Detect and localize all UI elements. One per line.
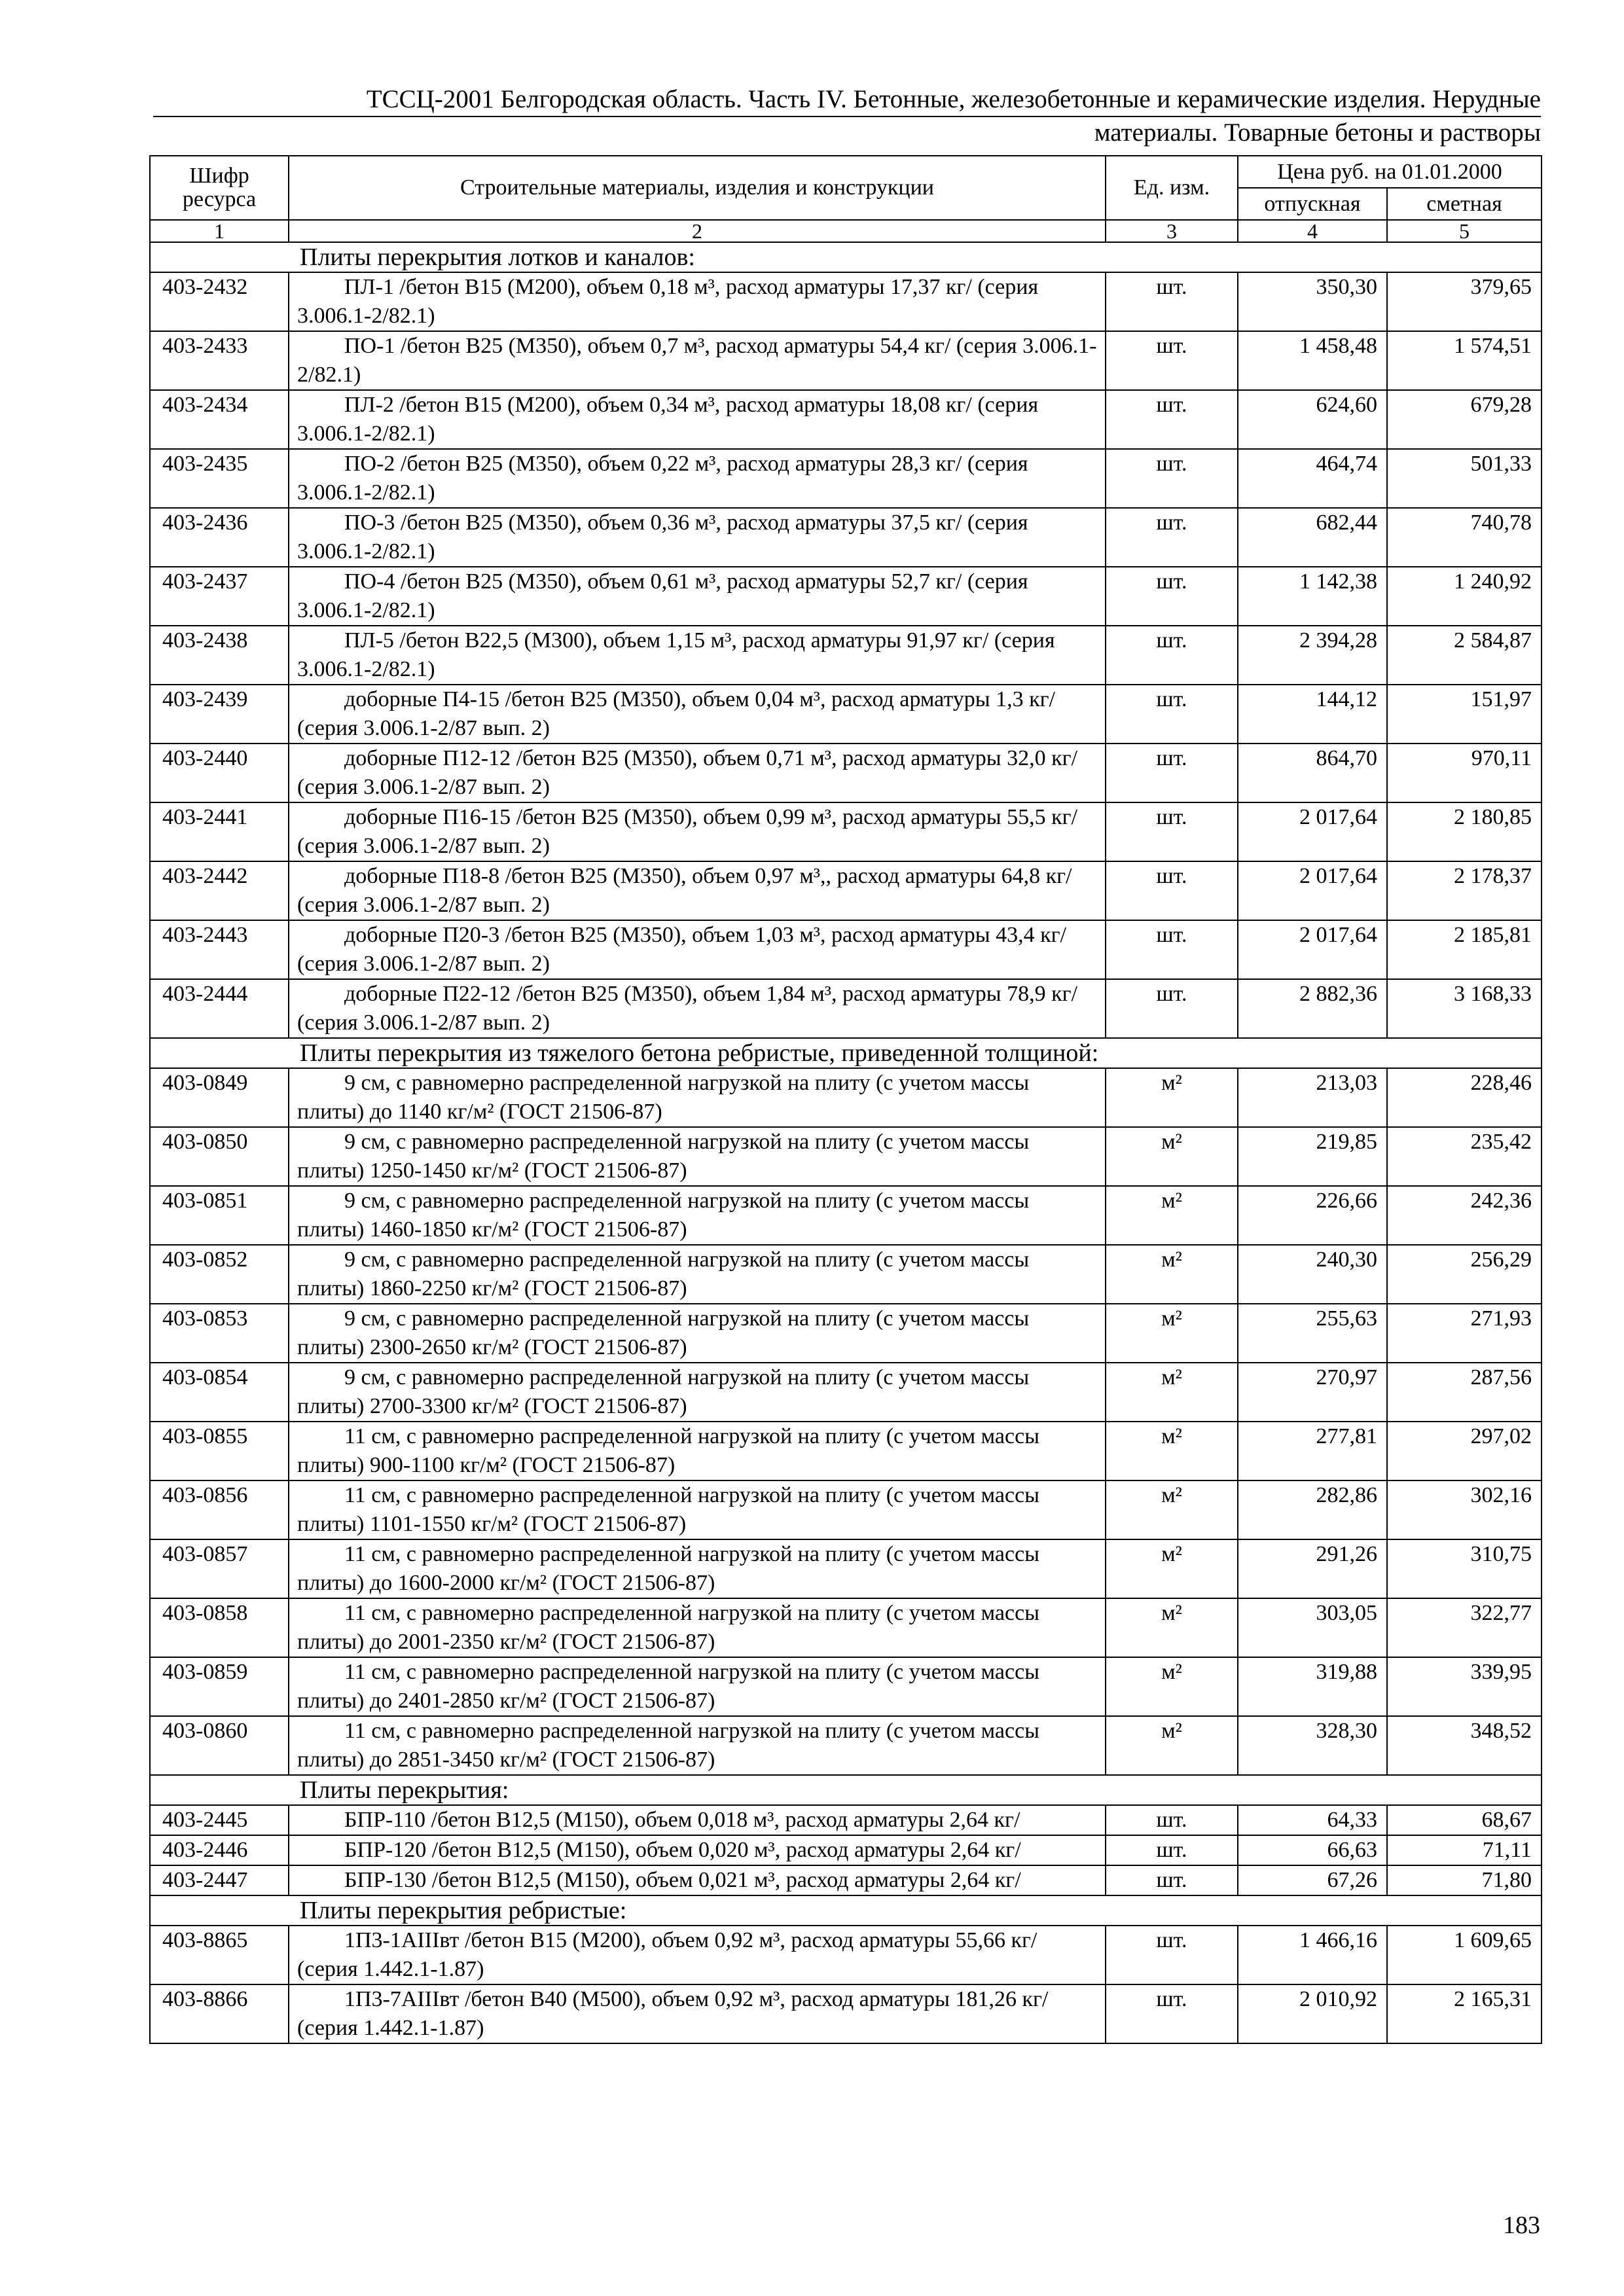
resource-code-cell: 403-0851 [150,1186,289,1245]
estimate-price-cell: 2 584,87 [1387,626,1542,685]
description-cell: БПР-130 /бетон В12,5 (М150), объем 0,021 м³, расход арматуры 2,64 кг/ [289,1865,1106,1895]
resource-code-cell: 403-2438 [150,626,289,685]
release-price-cell: 2 010,92 [1238,1984,1387,2043]
description-cell: ПО-1 /бетон В25 (М350), объем 0,7 м³, расход арматуры 54,4 кг/ (серия 3.006.1-2/82.1) [289,331,1106,390]
table-row [150,567,1542,626]
unit-cell: шт. [1106,331,1238,390]
table-row [150,744,1542,802]
unit-cell: м² [1106,1304,1238,1363]
estimate-price-cell: 1 609,65 [1387,1926,1542,1984]
unit-cell: м² [1106,1480,1238,1539]
release-price-cell: 144,12 [1238,685,1387,744]
table-row [150,1480,1542,1539]
header-title-line2: материалы. Товарные бетоны и растворы [1094,118,1541,147]
resource-code-cell: 403-0850 [150,1127,289,1186]
resource-code-cell: 403-2434 [150,390,289,449]
release-price-cell: 303,05 [1238,1598,1387,1657]
resource-code-cell: 403-8866 [150,1984,289,2043]
unit-cell: м² [1106,1245,1238,1304]
column-number-row [150,220,1542,242]
header-code: Шифр ресурса [150,156,289,220]
section-row [150,1038,1542,1068]
table-row [150,1363,1542,1422]
release-price-cell: 66,63 [1238,1835,1387,1865]
resource-code-cell: 403-2437 [150,567,289,626]
estimate-price-cell: 287,56 [1387,1363,1542,1422]
table-row [150,1304,1542,1363]
table-header-row [150,156,1542,188]
release-price-cell: 319,88 [1238,1657,1387,1716]
table-row [150,685,1542,744]
unit-cell: шт. [1106,1926,1238,1984]
estimate-price-cell: 339,95 [1387,1657,1542,1716]
table-row [150,1422,1542,1480]
release-price-cell: 864,70 [1238,744,1387,802]
estimate-price-cell: 2 185,81 [1387,920,1542,979]
resource-code-cell: 403-2432 [150,272,289,331]
estimate-price-cell: 2 180,85 [1387,802,1542,861]
description-cell: БПР-120 /бетон В12,5 (М150), объем 0,020 м³, расход арматуры 2,64 кг/ [289,1835,1106,1865]
section-row [150,1895,1542,1926]
resource-code-cell: 403-2440 [150,744,289,802]
estimate-price-cell: 68,67 [1387,1805,1542,1835]
description-cell: доборные П18-8 /бетон В25 (М350), объем 0,97 м³,, расход арматуры 64,8 кг/ (серия 3.006.1-2/87 вып. 2) [289,861,1106,920]
estimate-price-cell: 151,97 [1387,685,1542,744]
resource-code-cell: 403-2433 [150,331,289,390]
release-price-cell: 1 458,48 [1238,331,1387,390]
estimate-price-cell: 256,29 [1387,1245,1542,1304]
table-row [150,1657,1542,1716]
header-unit: Ед. изм. [1106,156,1238,220]
column-number: 1 [150,220,289,242]
table-row [150,1068,1542,1127]
unit-cell: м² [1106,1422,1238,1480]
resource-code-cell: 403-2442 [150,861,289,920]
unit-cell: шт. [1106,920,1238,979]
resource-code-cell: 403-0854 [150,1363,289,1422]
release-price-cell: 67,26 [1238,1865,1387,1895]
resource-code-cell: 403-2436 [150,508,289,567]
resource-code-cell: 403-2445 [150,1805,289,1835]
release-price-cell: 350,30 [1238,272,1387,331]
unit-cell: шт. [1106,1984,1238,2043]
description-cell: ПЛ-1 /бетон В15 (М200), объем 0,18 м³, расход арматуры 17,37 кг/ (серия 3.006.1-2/82.1) [289,272,1106,331]
header-title-line1: ТССЦ-2001 Белгородская область. Часть IV. Бетонные, железобетонные и керамические изделия. Нерудные [153,84,1541,117]
unit-cell: м² [1106,1127,1238,1186]
release-price-cell: 624,60 [1238,390,1387,449]
release-price-cell: 2 017,64 [1238,920,1387,979]
estimate-price-cell: 679,28 [1387,390,1542,449]
unit-cell: шт. [1106,685,1238,744]
unit-cell: шт. [1106,1835,1238,1865]
table-row [150,1865,1542,1895]
resource-code-cell: 403-0856 [150,1480,289,1539]
unit-cell: м² [1106,1598,1238,1657]
price-table [149,155,1542,2044]
description-cell: 11 см, с равномерно распределенной нагрузкой на плиту (с учетом массы плиты) 1101-1550 кг/м² (ГОСТ 21506-87) [289,1480,1106,1539]
estimate-price-cell: 242,36 [1387,1186,1542,1245]
resource-code-cell: 403-2447 [150,1865,289,1895]
estimate-price-cell: 71,11 [1387,1835,1542,1865]
resource-code-cell: 403-2439 [150,685,289,744]
release-price-cell: 277,81 [1238,1422,1387,1480]
table-row [150,920,1542,979]
estimate-price-cell: 970,11 [1387,744,1542,802]
description-cell: ПЛ-2 /бетон В15 (М200), объем 0,34 м³, расход арматуры 18,08 кг/ (серия 3.006.1-2/82.1) [289,390,1106,449]
estimate-price-cell: 271,93 [1387,1304,1542,1363]
table-row [150,1835,1542,1865]
section-title: Плиты перекрытия ребристые: [150,1895,1542,1926]
description-cell: БПР-110 /бетон В12,5 (М150), объем 0,018 м³, расход арматуры 2,64 кг/ [289,1805,1106,1835]
description-cell: ПО-4 /бетон В25 (М350), объем 0,61 м³, расход арматуры 52,7 кг/ (серия 3.006.1-2/82.1) [289,567,1106,626]
estimate-price-cell: 71,80 [1387,1865,1542,1895]
unit-cell: шт. [1106,861,1238,920]
estimate-price-cell: 2 165,31 [1387,1984,1542,2043]
header-price: Цена руб. на 01.01.2000 [1238,156,1542,188]
unit-cell: шт. [1106,744,1238,802]
table-row [150,802,1542,861]
unit-cell: шт. [1106,508,1238,567]
description-cell: доборные П4-15 /бетон В25 (М350), объем 0,04 м³, расход арматуры 1,3 кг/ (серия 3.006.1-2/87 вып. 2) [289,685,1106,744]
release-price-cell: 282,86 [1238,1480,1387,1539]
release-price-cell: 682,44 [1238,508,1387,567]
section-title: Плиты перекрытия: [150,1775,1542,1805]
description-cell: 9 см, с равномерно распределенной нагрузкой на плиту (с учетом массы плиты) 1860-2250 кг/м² (ГОСТ 21506-87) [289,1245,1106,1304]
resource-code-cell: 403-2441 [150,802,289,861]
unit-cell: шт. [1106,1805,1238,1835]
section-row [150,1775,1542,1805]
section-title: Плиты перекрытия из тяжелого бетона ребристые, приведенной толщиной: [150,1038,1542,1068]
description-cell: 11 см, с равномерно распределенной нагрузкой на плиту (с учетом массы плиты) до 2001-2350 кг/м² (ГОСТ 21506-87) [289,1598,1106,1657]
column-number: 3 [1106,220,1238,242]
description-cell: 9 см, с равномерно распределенной нагрузкой на плиту (с учетом массы плиты) 2300-2650 кг/м² (ГОСТ 21506-87) [289,1304,1106,1363]
description-cell: 9 см, с равномерно распределенной нагрузкой на плиту (с учетом массы плиты) до 1140 кг/м² (ГОСТ 21506-87) [289,1068,1106,1127]
unit-cell: шт. [1106,567,1238,626]
resource-code-cell: 403-2435 [150,449,289,508]
estimate-price-cell: 228,46 [1387,1068,1542,1127]
description-cell: доборные П12-12 /бетон В25 (М350), объем 0,71 м³, расход арматуры 32,0 кг/ (серия 3.006.1-2/87 вып. 2) [289,744,1106,802]
table-row [150,1186,1542,1245]
description-cell: 1П3-1АIIIвт /бетон В15 (М200), объем 0,92 м³, расход арматуры 55,66 кг/ (серия 1.442.1-1.87) [289,1926,1106,1984]
resource-code-cell: 403-2444 [150,979,289,1038]
description-cell: 9 см, с равномерно распределенной нагрузкой на плиту (с учетом массы плиты) 1460-1850 кг/м² (ГОСТ 21506-87) [289,1186,1106,1245]
unit-cell: шт. [1106,272,1238,331]
resource-code-cell: 403-2446 [150,1835,289,1865]
release-price-cell: 240,30 [1238,1245,1387,1304]
table-row [150,508,1542,567]
unit-cell: м² [1106,1657,1238,1716]
resource-code-cell: 403-8865 [150,1926,289,1984]
resource-code-cell: 403-0858 [150,1598,289,1657]
description-cell: доборные П20-3 /бетон В25 (М350), объем 1,03 м³, расход арматуры 43,4 кг/ (серия 3.006.1-2/87 вып. 2) [289,920,1106,979]
estimate-price-cell: 297,02 [1387,1422,1542,1480]
estimate-price-cell: 235,42 [1387,1127,1542,1186]
table-row [150,626,1542,685]
resource-code-cell: 403-0860 [150,1716,289,1775]
unit-cell: шт. [1106,626,1238,685]
release-price-cell: 328,30 [1238,1716,1387,1775]
release-price-cell: 2 017,64 [1238,802,1387,861]
resource-code-cell: 403-0849 [150,1068,289,1127]
page-number: 183 [1503,2212,1540,2239]
release-price-cell: 1 142,38 [1238,567,1387,626]
estimate-price-cell: 1 574,51 [1387,331,1542,390]
description-cell: 9 см, с равномерно распределенной нагрузкой на плиту (с учетом массы плиты) 2700-3300 кг/м² (ГОСТ 21506-87) [289,1363,1106,1422]
resource-code-cell: 403-0853 [150,1304,289,1363]
resource-code-cell: 403-0857 [150,1539,289,1598]
release-price-cell: 255,63 [1238,1304,1387,1363]
unit-cell: шт. [1106,449,1238,508]
column-number: 5 [1387,220,1542,242]
description-cell: 11 см, с равномерно распределенной нагрузкой на плиту (с учетом массы плиты) до 1600-2000 кг/м² (ГОСТ 21506-87) [289,1539,1106,1598]
resource-code-cell: 403-0859 [150,1657,289,1716]
unit-cell: м² [1106,1068,1238,1127]
unit-cell: шт. [1106,979,1238,1038]
release-price-cell: 219,85 [1238,1127,1387,1186]
estimate-price-cell: 3 168,33 [1387,979,1542,1038]
resource-code-cell: 403-0852 [150,1245,289,1304]
estimate-price-cell: 1 240,92 [1387,567,1542,626]
table-row [150,1245,1542,1304]
table-row [150,1805,1542,1835]
estimate-price-cell: 740,78 [1387,508,1542,567]
unit-cell: м² [1106,1716,1238,1775]
header-name: Строительные материалы, изделия и конструкции [289,156,1106,220]
section-row [150,242,1542,272]
description-cell: доборные П16-15 /бетон В25 (М350), объем 0,99 м³, расход арматуры 55,5 кг/ (серия 3.006.1-2/87 вып. 2) [289,802,1106,861]
table-row [150,390,1542,449]
unit-cell: шт. [1106,390,1238,449]
description-cell: 11 см, с равномерно распределенной нагрузкой на плиту (с учетом массы плиты) 900-1100 кг/м² (ГОСТ 21506-87) [289,1422,1106,1480]
resource-code-cell: 403-0855 [150,1422,289,1480]
table-row [150,1127,1542,1186]
section-title: Плиты перекрытия лотков и каналов: [150,242,1542,272]
table-row [150,1716,1542,1775]
table-row [150,449,1542,508]
table-row [150,861,1542,920]
table-row [150,979,1542,1038]
release-price-cell: 2 394,28 [1238,626,1387,685]
unit-cell: шт. [1106,1865,1238,1895]
release-price-cell: 64,33 [1238,1805,1387,1835]
description-cell: 11 см, с равномерно распределенной нагрузкой на плиту (с учетом массы плиты) до 2851-3450 кг/м² (ГОСТ 21506-87) [289,1716,1106,1775]
description-cell: ПО-3 /бетон В25 (М350), объем 0,36 м³, расход арматуры 37,5 кг/ (серия 3.006.1-2/82.1) [289,508,1106,567]
estimate-price-cell: 322,77 [1387,1598,1542,1657]
unit-cell: м² [1106,1539,1238,1598]
description-cell: доборные П22-12 /бетон В25 (М350), объем 1,84 м³, расход арматуры 78,9 кг/ (серия 3.006.1-2/87 вып. 2) [289,979,1106,1038]
release-price-cell: 213,03 [1238,1068,1387,1127]
description-cell: ПЛ-5 /бетон В22,5 (М300), объем 1,15 м³, расход арматуры 91,97 кг/ (серия 3.006.1-2/82.1) [289,626,1106,685]
release-price-cell: 1 466,16 [1238,1926,1387,1984]
header-estimate-price: сметная [1387,188,1542,220]
release-price-cell: 464,74 [1238,449,1387,508]
release-price-cell: 2 017,64 [1238,861,1387,920]
unit-cell: м² [1106,1186,1238,1245]
resource-code-cell: 403-2443 [150,920,289,979]
table-row [150,1926,1542,1984]
unit-cell: шт. [1106,802,1238,861]
release-price-cell: 270,97 [1238,1363,1387,1422]
description-cell: 9 см, с равномерно распределенной нагрузкой на плиту (с учетом массы плиты) 1250-1450 кг/м² (ГОСТ 21506-87) [289,1127,1106,1186]
estimate-price-cell: 348,52 [1387,1716,1542,1775]
table-row [150,331,1542,390]
estimate-price-cell: 2 178,37 [1387,861,1542,920]
release-price-cell: 291,26 [1238,1539,1387,1598]
estimate-price-cell: 379,65 [1387,272,1542,331]
unit-cell: м² [1106,1363,1238,1422]
description-cell: 1П3-7АIIIвт /бетон В40 (М500), объем 0,92 м³, расход арматуры 181,26 кг/ (серия 1.442.1-1.87) [289,1984,1106,2043]
table-row [150,1539,1542,1598]
column-number: 4 [1238,220,1387,242]
header-release-price: отпускная [1238,188,1387,220]
description-cell: ПО-2 /бетон В25 (М350), объем 0,22 м³, расход арматуры 28,3 кг/ (серия 3.006.1-2/82.1) [289,449,1106,508]
release-price-cell: 2 882,36 [1238,979,1387,1038]
page-header [153,84,1541,148]
description-cell: 11 см, с равномерно распределенной нагрузкой на плиту (с учетом массы плиты) до 2401-2850 кг/м² (ГОСТ 21506-87) [289,1657,1106,1716]
table-row [150,272,1542,331]
estimate-price-cell: 310,75 [1387,1539,1542,1598]
release-price-cell: 226,66 [1238,1186,1387,1245]
table-row [150,1598,1542,1657]
estimate-price-cell: 302,16 [1387,1480,1542,1539]
column-number: 2 [289,220,1106,242]
estimate-price-cell: 501,33 [1387,449,1542,508]
table-row [150,1984,1542,2043]
